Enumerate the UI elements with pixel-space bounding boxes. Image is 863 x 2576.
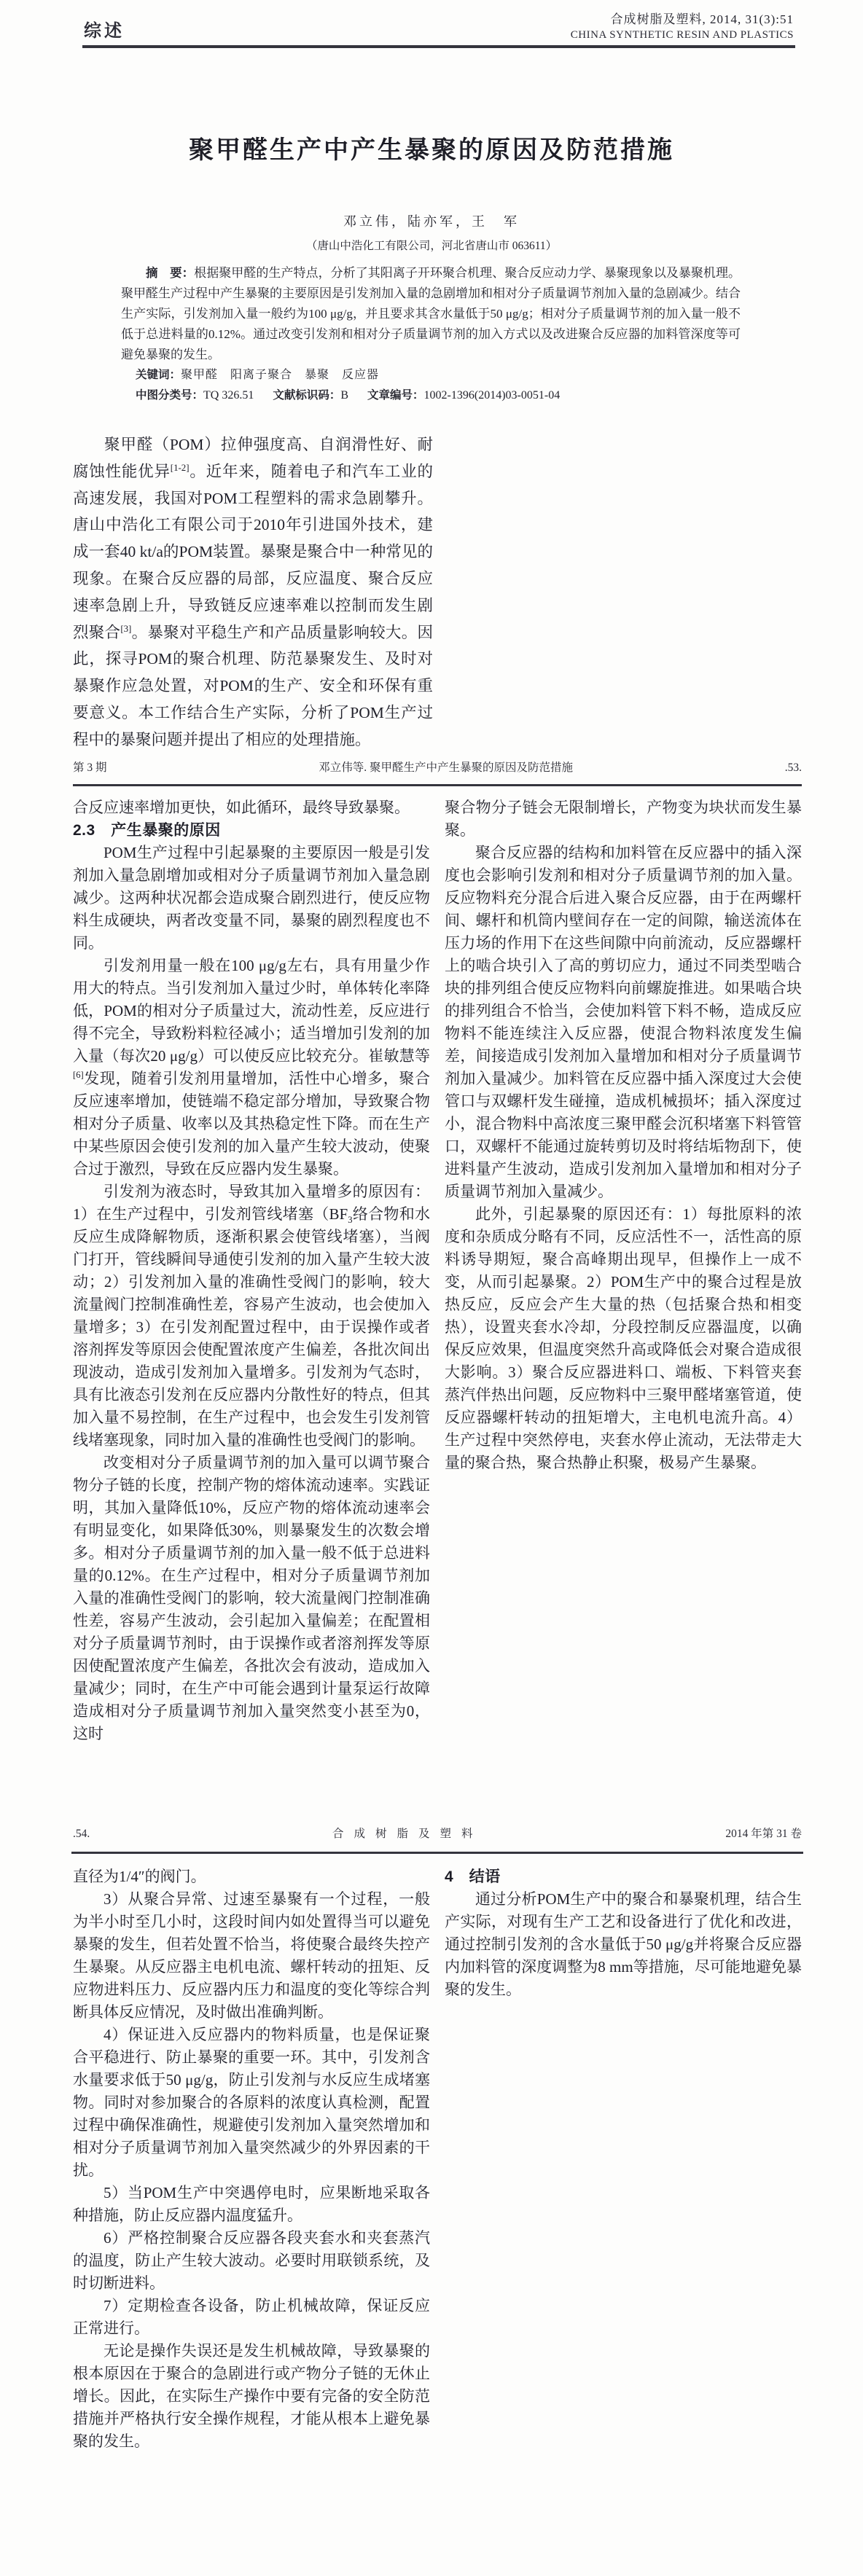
article-id-label: 文章编号：	[367, 389, 424, 402]
paragraph: POM生产过程中引起暴聚的主要原因一般是引发剂加入量急剧增加或相对分子质量调节剂加入量急剧减少。这两种状况都会造成聚合剧烈进行，使反应物料生成硬块，两者改变量不同，暴聚的剧烈程度也不同。	[73, 844, 430, 952]
paragraph-carryover: 直径为1/4″的阀门。	[73, 1868, 206, 1885]
journal-name-cn: 合成树脂及塑料, 2014, 31(3):51	[610, 12, 794, 26]
closing-paragraph: 无论是操作失误还是发生机械故障，导致暴聚的根本原因在于聚合的急剧进行或产物分子链的无休止增长。因此，在实际生产操作中要有完备的安全防范措施并严格执行安全操作规程，才能从根本上避免暴聚的发生。	[73, 2342, 430, 2450]
journal-masthead	[84, 9, 794, 42]
abstract-label: 摘 要：	[146, 267, 195, 280]
affiliation: （唐山中浩化工有限公司，河北省唐山市 063611）	[305, 240, 558, 252]
page53-body	[73, 796, 802, 1823]
list-item-5: 5）当POM生产中突遇停电时，应果断地采取各种措施，防止反应器内温度猛升。	[73, 2184, 430, 2224]
section-heading-2-3: 2.3 产生暴聚的原因	[73, 822, 221, 839]
page53-right-column	[445, 796, 802, 1823]
masthead-rule	[82, 45, 795, 48]
list-item-6: 6）严格控制聚合反应器各段夹套水和夹套蒸汽的温度，防止产生较大波动。必要时用联锁系统，及时切断进料。	[73, 2229, 430, 2292]
list-item-3: 3）从聚合异常、过速至暴聚有一个过程，一般为半小时至几小时，这段时间内如处置得当可以避免暴聚的发生，但若处置不恰当，将使聚合最终失控产生暴聚。从反应器主电机电流、螺杆转动的扭矩、反应物进料压力、反应器内压力和温度的变化等综合判断具体反应情况，及时做出准确判断。	[73, 1890, 430, 2021]
page54-left-column	[73, 1866, 430, 2574]
running-title: 邓立伟等. 聚甲醛生产中产生暴聚的原因及防范措施	[319, 762, 574, 774]
doccode-value: B	[340, 389, 349, 402]
page53-header-rule	[73, 784, 802, 786]
page53-running-header	[73, 759, 802, 775]
conclusion-paragraph: 通过分析POM生产中的聚合和暴聚机理，结合生产实际，对现有生产工艺和设备进行了优化和改进，通过控制引发剂的含水量低于50 μg/g并将聚合反应器内加料管的深度调整为8 mm等措施，尽可能地避免暴聚的发生。	[445, 1890, 802, 1998]
journal-name-running: 合成树脂及塑料	[332, 1828, 483, 1840]
page-number-54: .54.	[73, 1828, 90, 1840]
volume-label: 2014 年第 31 卷	[725, 1828, 802, 1840]
keywords-line	[136, 365, 741, 382]
journal-name-block	[571, 9, 794, 42]
page54-body	[73, 1866, 802, 2574]
page53-left-column	[73, 796, 430, 1823]
article-id-value: 1002-1396(2014)03-0051-04	[423, 389, 561, 402]
doccode-label: 文献标识码：	[273, 389, 341, 402]
authors: 邓立伟，陆亦军，王 军	[343, 214, 520, 229]
abstract-paragraph	[121, 263, 741, 365]
page54-running-header	[73, 1825, 802, 1841]
article-title: 聚甲醛生产中产生暴聚的原因及防范措施	[189, 136, 674, 164]
paragraph-carryover: 合反应速率增加更快，如此循环，最终导致暴聚。	[73, 799, 410, 816]
paragraph-carryover: 聚合物分子链会无限制增长，产物变为块状而发生暴聚。	[445, 799, 802, 839]
clc-label: 中图分类号：	[136, 389, 204, 402]
introduction-paragraph: 聚甲醛（POM）拉伸强度高、自润滑性好、耐腐蚀性能优异[1-2]。近年来，随着电子和汽车工业的高速发展，我国对POM工程塑料的需求急剧攀升。唐山中浩化工有限公司于2010年引进国外技术，建成一套40 kt/a的POM装置。暴聚是聚合中一种常见的现象。在聚合反应器的局部，反应温度、聚合反应速率急剧上升，导致链反应速率难以控制而发生剧烈聚合[3]。暴聚对平稳生产和产品质量影响较大。因此，探寻POM的聚合机理、防范暴聚发生、及时对暴聚作应急处置，对POM的生产、安全和环保有重要意义。本工作结合生产实际，分析了POM生产过程中的暴聚问题并提出了相应的处理措施。	[73, 436, 433, 748]
keywords-list: 聚甲醛 阳离子聚合 暴聚 反应器	[181, 369, 380, 381]
paragraph: 引发剂为液态时，导致其加入量增多的原因有：1）在生产过程中，引发剂管线堵塞（$BF_3$络合物和水反应生成降解物质，逐渐积累会使管线堵塞），当阀门打开，管线瞬间导通使引发剂的加入量产生较大波动；2）引发剂加入量的准确性受阀门的影响，较大流量阀门控制准确性差，容易产生波动，也会使加入量增多；3）在引发剂配置过程中，由于误操作或者溶剂挥发等原因会使配置浓度产生偏差，各批次间出现波动，造成引发剂加入量增多。引发剂为气态时，具有比液态引发剂在反应器内分散性好的特点，但其加入量不易控制，在生产过程中，也会发生引发剂管线堵塞现象，同时加入量的准确性也受阀门的影响。	[73, 1183, 431, 1449]
page54-header-rule	[71, 1852, 803, 1854]
journal-name-en: CHINA SYNTHETIC RESIN AND PLASTICS	[570, 29, 794, 41]
abstract-text: 根据聚甲醛的生产特点，分析了其阳离子开环聚合机理、聚合反应动力学、暴聚现象以及暴聚机理。聚甲醛生产过程中产生暴聚的主要原因是引发剂加入量的急剧增加和相对分子质量调节剂加入量的急剧减少。结合生产实际，引发剂加入量一般约为100 μg/g，并且要求其含水量低于50 μg/g；相对分子质量调节剂的加入量一般不低于总进料量的0.12%。通过改变引发剂和相对分子质量调节剂的加入方式以及改进聚合反应器的加料管深度等可避免暴聚的发生。	[121, 266, 741, 361]
list-item-4: 4）保证进入反应器内的物料质量，也是保证聚合平稳进行、防止暴聚的重要一环。其中，引发剂含水量要求低于50 μg/g，防止引发剂与水反应生成堵塞物。同时对参加聚合的各原料的浓度认真检测，配置过程中确保准确性，规避使引发剂加入量突然增加和相对分子质量调节剂加入量突然减少的外界因素的干扰。	[73, 2026, 430, 2179]
section-tag: 综述	[84, 21, 125, 41]
section-heading-4: 4 结语	[445, 1868, 501, 1885]
keywords-label: 关键词：	[136, 369, 181, 381]
page54-right-column	[445, 1866, 802, 2574]
paragraph: 引发剂用量一般在100 μg/g左右，具有用量少作用大的特点。当引发剂加入量过少时，单体转化率降低，POM的相对分子质量过大，流动性差，反应进行得不完全，导致粉料粒径减小；适当增加引发剂的加入量（每次20 μg/g）可以使反应比较充分。崔敏慧等[6]发现，随着引发剂用量增加，活性中心增多，聚合反应速率增加，使链端不稳定部分增加，导致聚合物相对分子质量、收率以及其热稳定性下降。而在生产中某些原因会使引发剂的加入量产生较大波动，使聚合过于激烈，导致在反应器内发生暴聚。	[73, 957, 430, 1178]
paragraph: 改变相对分子质量调节剂的加入量可以调节聚合物分子链的长度，控制产物的熔体流动速率。实践证明，其加入量降低10%，反应产物的熔体流动速率会有明显变化，如果降低30%，则暴聚发生的次数会增多。相对分子质量调节剂的加入量一般不低于总进料量的0.12%。在生产过程中，相对分子质量调节剂加入量的准确性受阀门的影响，较大流量阀门控制准确性差，容易产生波动，会引起加入量偏差；在配置相对分子质量调节剂时，由于误操作或者溶剂挥发等原因使配置浓度产生偏差，各批次会有波动，造成加入量减少；同时，在生产中可能会遇到计量泵运行故障造成相对分子质量调节剂加入量突然变小甚至为0，这时	[73, 1454, 430, 1742]
issue-label: 第 3 期	[73, 762, 107, 774]
paragraph: 此外，引起暴聚的原因还有：1）每批原料的浓度和杂质成分略有不同，反应活性不一，活性高的原料诱导期短，聚合高峰期出现早，但操作上一成不变，从而引起暴聚。2）POM生产中的聚合过程是放热反应，反应会产生大量的热（包括聚合热和相变热），设置夹套水冷却，分段控制反应器温度，以确保反应效果，但温度突然升高或降低会对聚合造成很大影响。3）聚合反应器进料口、端板、下料管夹套蒸汽伴热出问题，反应物料中三聚甲醛堵塞管道，使反应器螺杆转动的扭矩增大，主电机电流升高。4）生产过程中突然停电，夹套水停止流动，无法带走大量的聚合热，聚合热静止积聚，极易产生暴聚。	[445, 1205, 802, 1471]
clc-value: TQ 326.51	[203, 389, 254, 402]
list-item-7: 7）定期检查各设备，防止机械故障，保证反应正常进行。	[73, 2297, 430, 2337]
page-number-53: .53.	[784, 762, 802, 774]
classification-line	[136, 386, 741, 402]
paragraph: 聚合反应器的结构和加料管在反应器中的插入深度也会影响引发剂和相对分子质量调节剂的加入量。反应物料充分混合后进入聚合反应器，由于在两螺杆间、螺杆和机筒内壁间存在一定的间隙，输送流体在压力场的作用下在这些间隙中向前流动，反应器螺杆上的啮合块引入了高的剪切应力，通过不同类型啮合块的排列组合使反应物料向前螺旋推进。如果啮合块的排列组合不恰当，会使加料管下料不畅，造成反应物料不能连续注入反应器，使混合物料浓度发生偏差，间接造成引发剂加入量增加和相对分子质量调节剂加入量减少。加料管在反应器中插入深度过大会使管口与双螺杆发生碰撞，造成机械损坏；插入深度过小，混合物料中高浓度三聚甲醛会沉积堵塞下料管管口，双螺杆不能通过旋转剪切及时将结垢物刮下，使进料量产生波动，造成引发剂加入量增加和相对分子质量调节剂加入量减少。	[445, 844, 802, 1200]
